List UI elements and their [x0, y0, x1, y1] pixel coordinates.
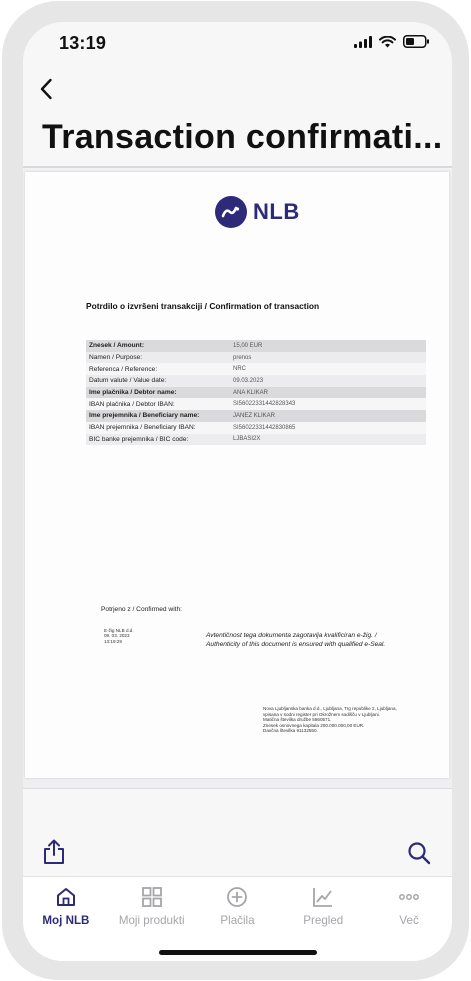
tab-label: Plačila [220, 914, 255, 927]
footer-line: Davčna številka 91132550. [263, 728, 318, 734]
bank-legal-footer [263, 706, 397, 734]
detail-value: SI56022331442830865 [233, 424, 296, 431]
seal-line: E-žig NLB d.d. [104, 628, 134, 633]
footer-line: vpisana v sodni register pri Okrožnem sodišču v Ljubljani. [263, 711, 380, 717]
detail-value: LJBASI2X [233, 436, 261, 443]
detail-row [86, 410, 426, 422]
detail-value: NRC [233, 366, 246, 373]
footer-line: Matična številka družbe 5860571. [263, 717, 332, 723]
tab-label: Pregled [303, 914, 344, 927]
nlb-logo-text: NLB [253, 199, 300, 224]
e-seal-stamp [104, 628, 134, 644]
detail-value: prenos [233, 354, 252, 361]
more-icon [398, 886, 420, 908]
tab-moji-produkti[interactable] [109, 877, 195, 961]
search-icon [407, 852, 431, 869]
tab-label: Več [399, 914, 419, 927]
detail-row [86, 375, 426, 387]
seal-line: 09. 03. 2023 [104, 633, 130, 639]
detail-label: BIC banke prejemnika / BIC code: [89, 435, 189, 443]
detail-row [86, 363, 426, 375]
nlb-logo-mark [215, 196, 247, 228]
navigation-bar [23, 68, 452, 168]
footer-line: Znesek osnovnega kapitala 200.000.000,00 EUR. [263, 722, 365, 728]
signal-icon [354, 35, 372, 53]
tab-label: Moji produkti [118, 914, 185, 927]
detail-row [86, 434, 426, 446]
document-toolbar [23, 788, 452, 876]
seal-notice-line: Avtentičnost tega dokumenta zagotavlja kvalificiran e-žig. / [206, 632, 377, 639]
share-icon [42, 852, 66, 869]
wifi-icon [379, 35, 396, 53]
detail-label: Datum valute / Value date: [89, 377, 167, 385]
chevron-left-icon [39, 78, 53, 105]
detail-label: IBAN plačnika / Debtor IBAN: [89, 400, 175, 408]
detail-value: SI56022331442828343 [233, 401, 296, 408]
tab-pregled[interactable] [280, 877, 366, 961]
detail-row [86, 422, 426, 434]
detail-value: 15,00 EUR [233, 342, 263, 349]
detail-row [86, 387, 426, 399]
detail-label: Namen / Purpose: [89, 354, 143, 362]
home-icon [55, 886, 77, 908]
detail-row [86, 340, 426, 352]
detail-value: ANA KLIKAR [233, 389, 269, 396]
status-time: 13:19 [59, 33, 107, 53]
status-icons [354, 36, 430, 52]
seal-line: 13:19:29 [104, 638, 122, 644]
grid-icon [141, 886, 163, 908]
document-page [25, 172, 449, 778]
transaction-details-table [86, 340, 426, 445]
detail-row [86, 352, 426, 364]
back-button[interactable] [31, 76, 61, 106]
detail-value: JANEZ KLIKAR [233, 412, 276, 419]
tab-bar [23, 876, 452, 961]
footer-line: Nova Ljubljanska banka d.d., Ljubljana, Trg republike 2, Ljubljana, [263, 706, 397, 711]
confirmed-with-label: Potrjeno z / Confirmed with: [101, 606, 182, 613]
plus-circle-icon [226, 886, 248, 908]
page-title: Transaction confirmati... [42, 118, 443, 156]
document-viewer[interactable] [23, 170, 452, 788]
seal-notice-line: Authenticity of this document is ensured with qualified e-Seal. [206, 641, 386, 649]
nlb-logo [215, 196, 300, 228]
detail-label: IBAN prejemnika / Beneficiary IBAN: [89, 424, 196, 432]
detail-label: Ime prejemnika / Beneficiary name: [89, 412, 200, 420]
status-bar [23, 22, 452, 68]
e-seal-notice [206, 631, 385, 649]
battery-icon [403, 35, 430, 53]
share-button[interactable] [42, 839, 66, 865]
tab-vec[interactable] [366, 877, 452, 961]
phone-bezel [2, 1, 469, 980]
tab-label: Moj NLB [42, 914, 90, 927]
tab-placila[interactable] [195, 877, 281, 961]
detail-label: Ime plačnika / Debtor name: [89, 389, 177, 397]
detail-value: 09.03.2023 [233, 377, 264, 384]
detail-row [86, 398, 426, 410]
tab-moj-nlb[interactable] [23, 877, 109, 961]
home-indicator[interactable] [159, 950, 317, 955]
detail-label: Referenca / Reference: [89, 365, 158, 373]
search-button[interactable] [407, 841, 431, 865]
app-screen [23, 22, 452, 961]
detail-label: Znesek / Amount: [89, 342, 145, 350]
document-heading: Potrdilo o izvršeni transakciji / Confirmation of transaction [86, 301, 320, 311]
chart-icon [312, 886, 334, 908]
